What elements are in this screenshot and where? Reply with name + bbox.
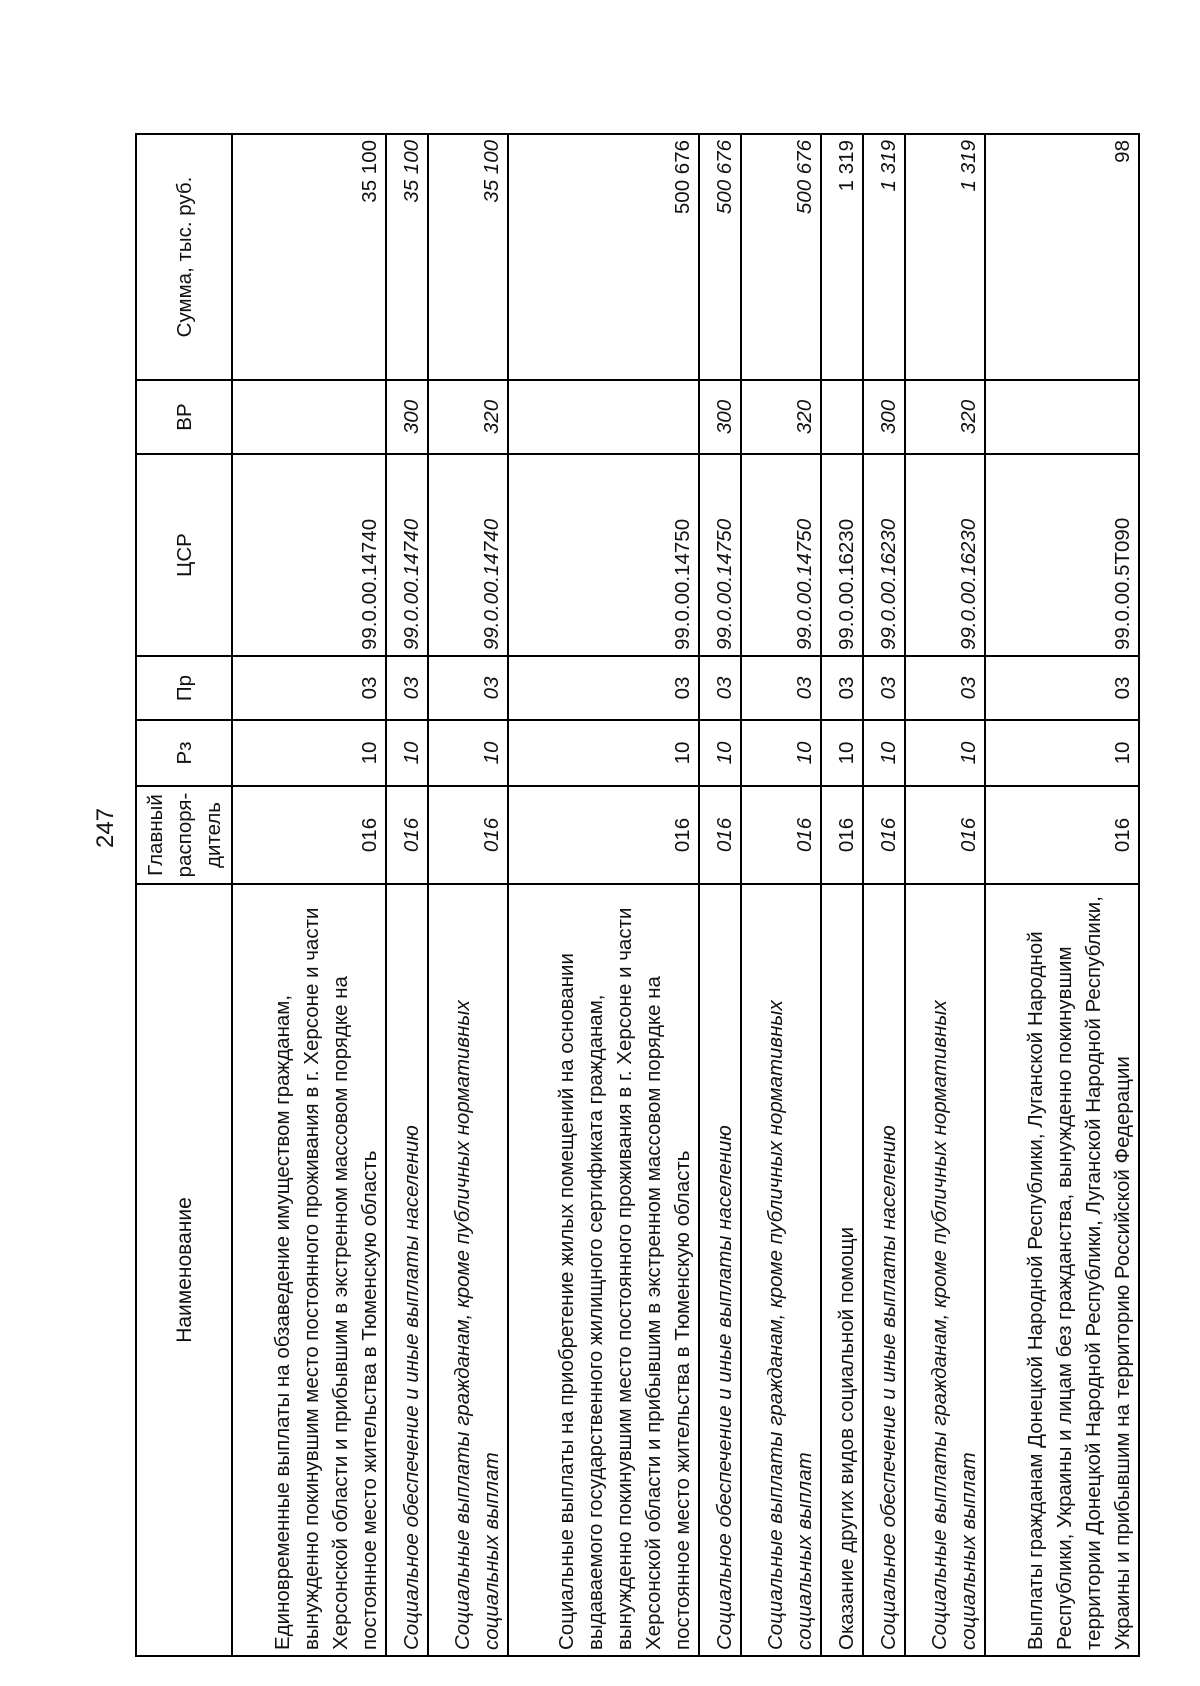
row-pr: 03 bbox=[428, 656, 508, 720]
row-csr: 99.0.00.5Т090 bbox=[985, 454, 1139, 656]
table-row bbox=[741, 134, 821, 1656]
budget-table-rotated bbox=[135, 135, 1140, 1657]
row-csr: 99.0.00.14750 bbox=[699, 454, 741, 656]
row-glav: 016 bbox=[863, 786, 905, 884]
budget-table bbox=[135, 133, 1140, 1657]
row-glav: 016 bbox=[232, 786, 386, 884]
row-glav: 016 bbox=[508, 786, 699, 884]
row-pr: 03 bbox=[905, 656, 985, 720]
row-sum: 500 676 bbox=[741, 134, 821, 380]
header-glav: Главный распоря-дитель bbox=[136, 786, 232, 884]
row-rz: 10 bbox=[386, 720, 428, 786]
row-sum: 35 100 bbox=[428, 134, 508, 380]
header-csr: ЦСР bbox=[136, 454, 232, 656]
row-sum: 500 676 bbox=[508, 134, 699, 380]
header-pr: Пр bbox=[136, 656, 232, 720]
row-csr: 99.0.00.14750 bbox=[508, 454, 699, 656]
row-glav: 016 bbox=[386, 786, 428, 884]
row-glav: 016 bbox=[905, 786, 985, 884]
row-glav: 016 bbox=[428, 786, 508, 884]
row-sum: 1 319 bbox=[905, 134, 985, 380]
row-glav: 016 bbox=[699, 786, 741, 884]
row-sum: 35 100 bbox=[232, 134, 386, 380]
header-sum: Сумма, тыс. руб. bbox=[136, 134, 232, 380]
row-rz: 10 bbox=[985, 720, 1139, 786]
row-rz: 10 bbox=[863, 720, 905, 786]
row-csr: 99.0.00.16230 bbox=[821, 454, 863, 656]
header-rz: Рз bbox=[136, 720, 232, 786]
row-sum: 500 676 bbox=[699, 134, 741, 380]
row-vr bbox=[985, 380, 1139, 454]
row-vr: 320 bbox=[428, 380, 508, 454]
row-vr: 320 bbox=[741, 380, 821, 454]
row-name: Выплаты гражданам Донецкой Народной Республики, Луганской Народной Республики, Украины и лицам без гражданства, вынужденно покинувшим территории Донецкой Народной Республики, Луганской Народной Республики, Украины и прибывшим на территорию Российской Федерации bbox=[985, 884, 1139, 1656]
row-vr bbox=[821, 380, 863, 454]
table-row bbox=[863, 134, 905, 1656]
table-row bbox=[232, 134, 386, 1656]
table-row bbox=[821, 134, 863, 1656]
table-row bbox=[386, 134, 428, 1656]
table-header-row bbox=[136, 134, 232, 1656]
row-name: Социальные выплаты гражданам, кроме публичных нормативных социальных выплат bbox=[741, 884, 821, 1656]
row-pr: 03 bbox=[232, 656, 386, 720]
row-name: Единовременные выплаты на обзаведение имуществом гражданам, вынужденно покинувшим место постоянного проживания в г. Херсоне и части Херсонской области и прибывшим в экстренном массовом порядке на постоянное место жительства в Тюменскую область bbox=[232, 884, 386, 1656]
row-sum: 1 319 bbox=[821, 134, 863, 380]
table-row bbox=[905, 134, 985, 1656]
row-pr: 03 bbox=[985, 656, 1139, 720]
row-glav: 016 bbox=[741, 786, 821, 884]
header-vr: ВР bbox=[136, 380, 232, 454]
row-name: Социальное обеспечение и иные выплаты населению bbox=[863, 884, 905, 1656]
row-pr: 03 bbox=[821, 656, 863, 720]
row-rz: 10 bbox=[508, 720, 699, 786]
row-glav: 016 bbox=[985, 786, 1139, 884]
row-csr: 99.0.00.14740 bbox=[232, 454, 386, 656]
row-pr: 03 bbox=[508, 656, 699, 720]
row-pr: 03 bbox=[386, 656, 428, 720]
row-vr bbox=[232, 380, 386, 454]
row-csr: 99.0.00.14750 bbox=[741, 454, 821, 656]
row-rz: 10 bbox=[821, 720, 863, 786]
row-csr: 99.0.00.16230 bbox=[905, 454, 985, 656]
row-rz: 10 bbox=[428, 720, 508, 786]
row-sum: 98 bbox=[985, 134, 1139, 380]
row-name: Социальное обеспечение и иные выплаты населению bbox=[386, 884, 428, 1656]
row-csr: 99.0.00.16230 bbox=[863, 454, 905, 656]
row-pr: 03 bbox=[699, 656, 741, 720]
row-csr: 99.0.00.14740 bbox=[386, 454, 428, 656]
row-pr: 03 bbox=[741, 656, 821, 720]
row-rz: 10 bbox=[699, 720, 741, 786]
row-pr: 03 bbox=[863, 656, 905, 720]
table-row bbox=[985, 134, 1139, 1656]
table-row bbox=[699, 134, 741, 1656]
row-rz: 10 bbox=[232, 720, 386, 786]
row-rz: 10 bbox=[741, 720, 821, 786]
row-name: Социальные выплаты гражданам, кроме публичных нормативных социальных выплат bbox=[428, 884, 508, 1656]
row-sum: 1 319 bbox=[863, 134, 905, 380]
row-vr: 300 bbox=[386, 380, 428, 454]
row-csr: 99.0.00.14740 bbox=[428, 454, 508, 656]
row-rz: 10 bbox=[905, 720, 985, 786]
row-vr: 320 bbox=[905, 380, 985, 454]
row-name: Социальные выплаты гражданам, кроме публичных нормативных социальных выплат bbox=[905, 884, 985, 1656]
header-name: Наименование bbox=[136, 884, 232, 1656]
row-name: Социальные выплаты на приобретение жилых помещений на основании выдаваемого государственного жилищного сертификата гражданам, вынужденно покинувшим место постоянного проживания в г. Херсоне и части Херсонской области и прибывшим в экстренном массовом порядке на постоянное место жительства в Тюменскую область bbox=[508, 884, 699, 1656]
table-row bbox=[428, 134, 508, 1656]
row-vr: 300 bbox=[699, 380, 741, 454]
row-sum: 35 100 bbox=[386, 134, 428, 380]
page-number: 247 bbox=[92, 807, 119, 848]
row-vr: 300 bbox=[863, 380, 905, 454]
row-name: Социальное обеспечение и иные выплаты населению bbox=[699, 884, 741, 1656]
row-vr bbox=[508, 380, 699, 454]
row-glav: 016 bbox=[821, 786, 863, 884]
table-row bbox=[508, 134, 699, 1656]
row-name: Оказание других видов социальной помощи bbox=[821, 884, 863, 1656]
